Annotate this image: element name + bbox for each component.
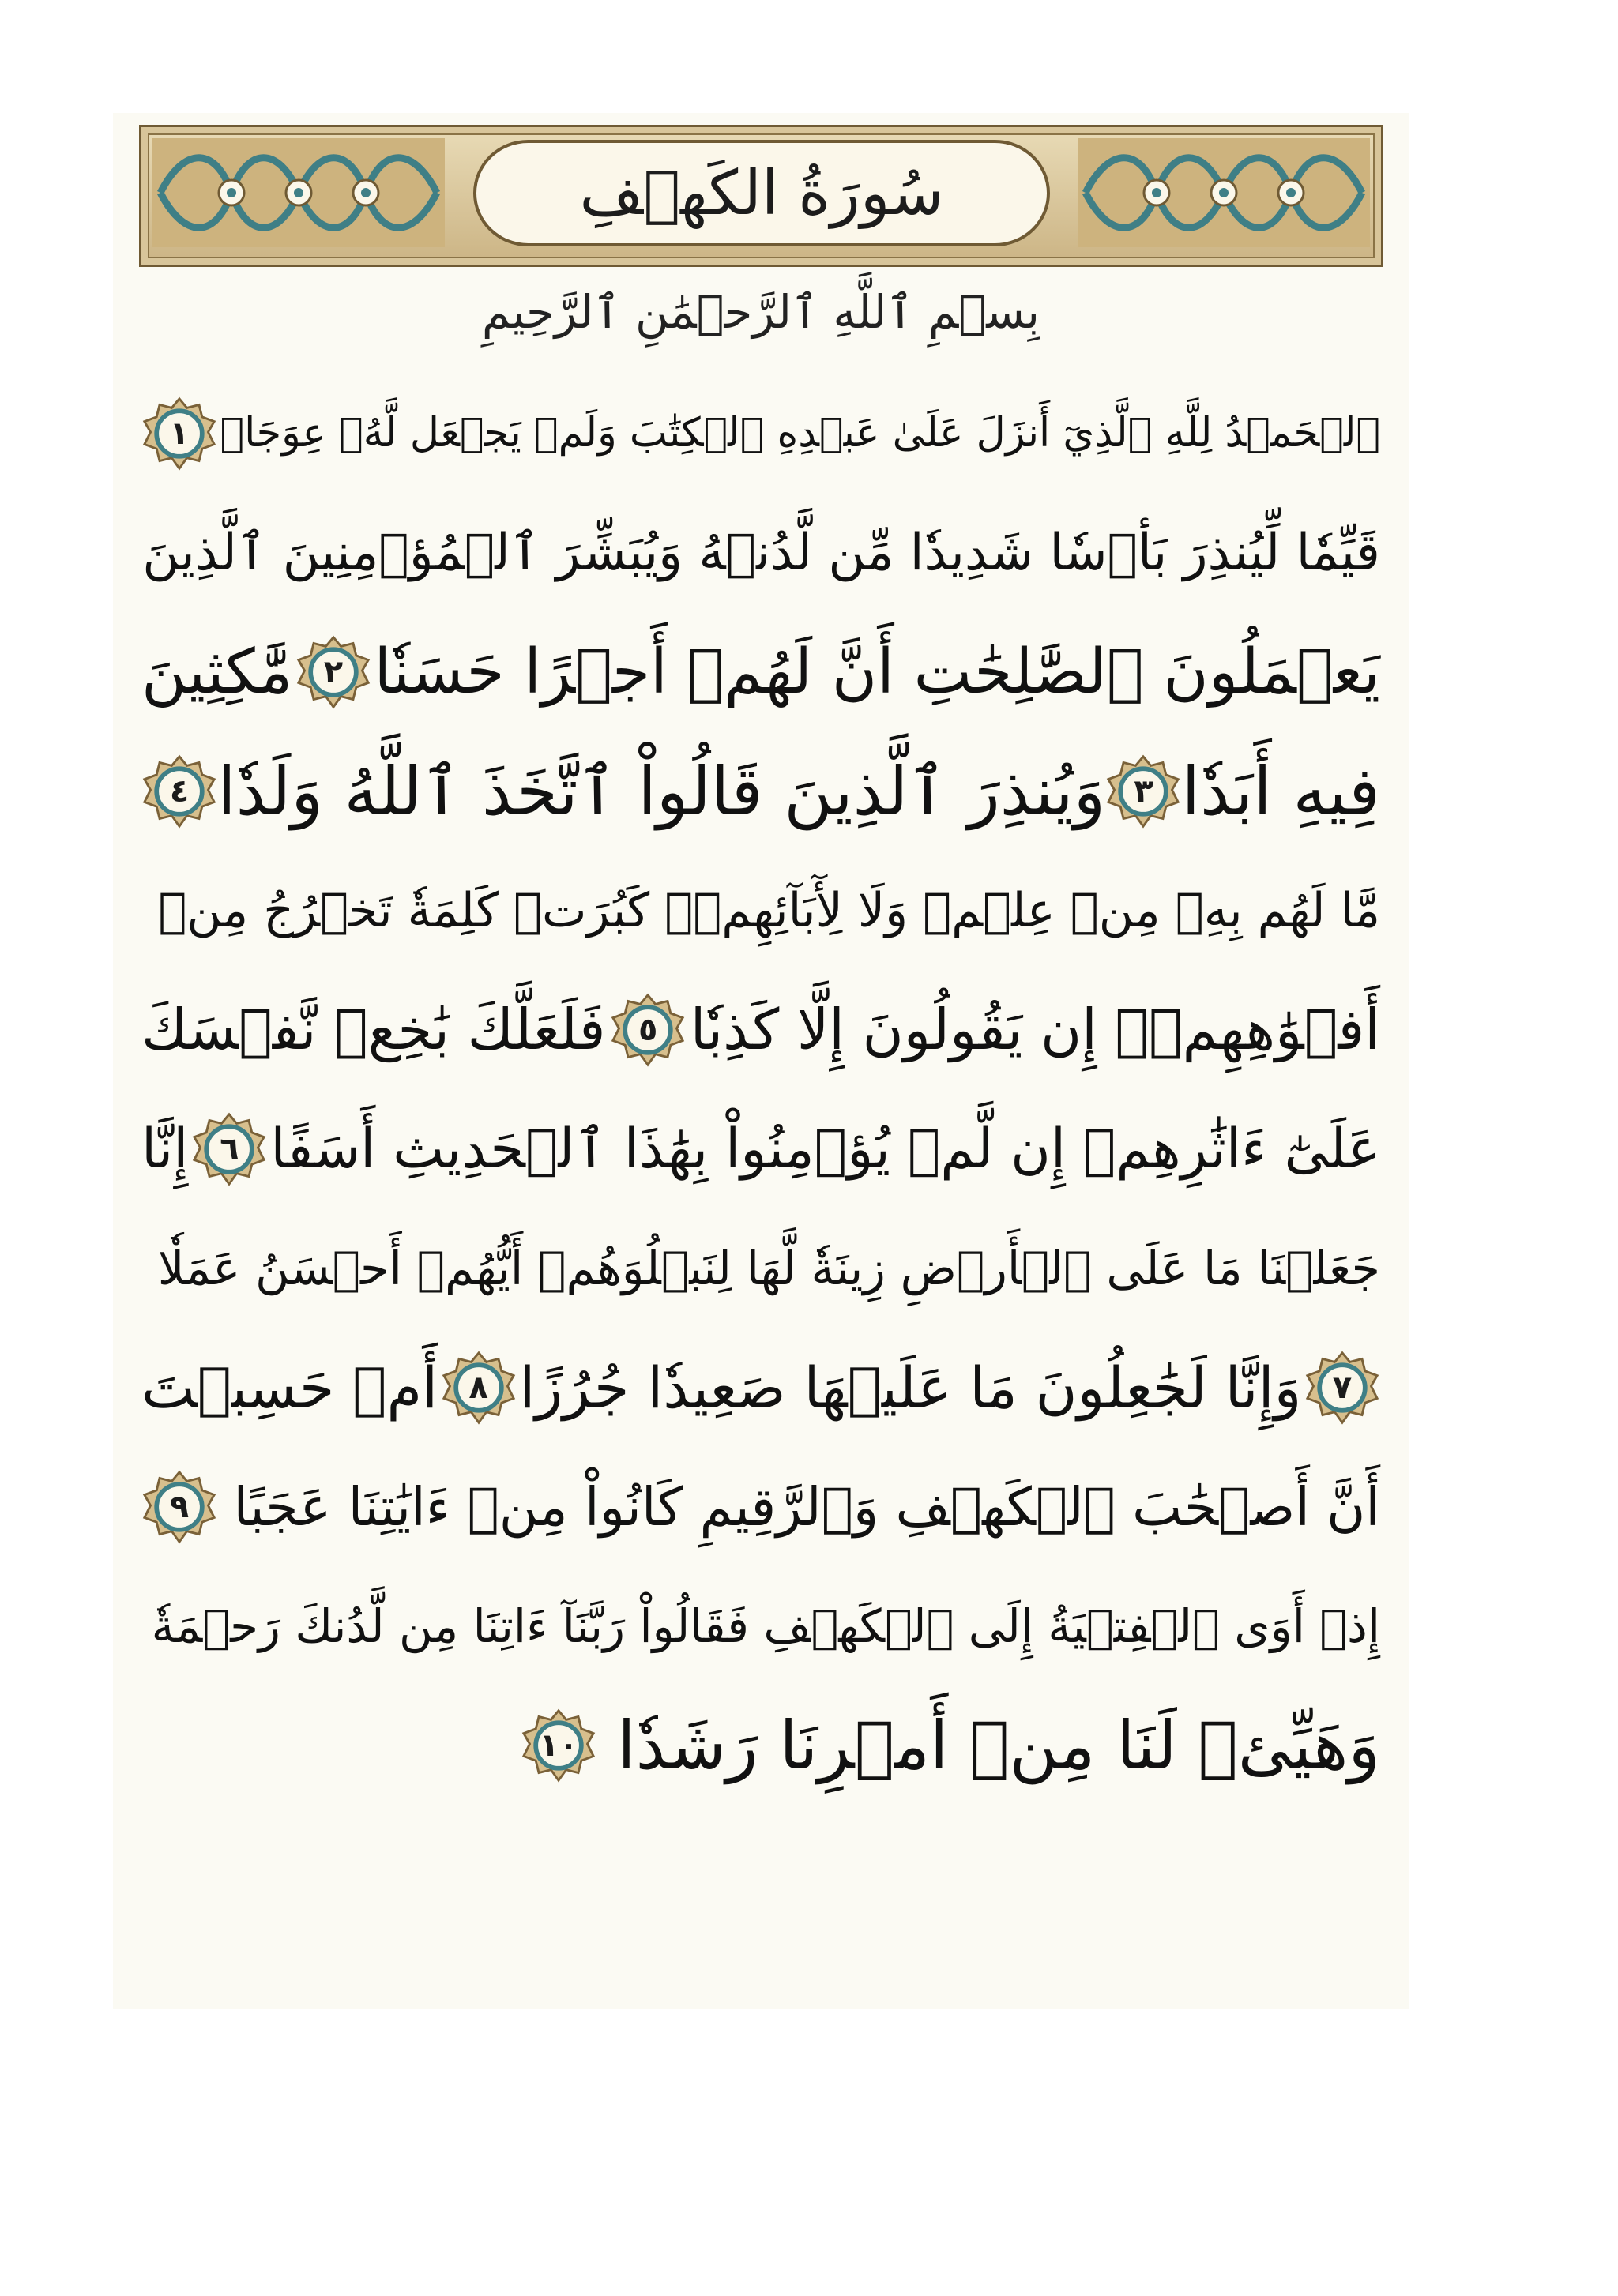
ayah-number-marker — [1105, 753, 1181, 829]
mushaf-page — [113, 113, 1409, 2009]
verse-text: وَهَيِّئۡ لَنَا مِنۡ أَمۡرِنَا رَشَدٗا — [617, 1706, 1380, 1784]
verse-text: أَفۡوَٰهِهِمۡۚ إِن يَقُولُونَ إِلَّا كَذِبٗا — [690, 997, 1380, 1062]
verse-text: مَّٰكِثِينَ — [141, 636, 293, 708]
verse-text: مَّا لَهُم بِهِۦ مِنۡ عِلۡمٖ وَلَا لِأٓبَآئِهِمۡۚ كَبُرَتۡ كَلِمَةٗ تَخۡرُجُ مِنۡ — [158, 882, 1380, 938]
verse-line — [141, 612, 1380, 731]
arabesque-ornament-left — [152, 138, 445, 247]
verse-line — [141, 1328, 1380, 1447]
surah-title-cartouche — [473, 140, 1050, 246]
verse-text: فِيهِ أَبَدٗا — [1181, 752, 1380, 830]
verse-line — [141, 1447, 1380, 1566]
verse-text: قَيِّمٗا لِّيُنذِرَ بَأۡسٗا شَدِيدٗا مِّن لَّدُنۡهُ وَيُبَشِّرَ ٱلۡمُؤۡمِنِينَ ٱلَّذِينَ — [142, 524, 1380, 582]
ayah-number-marker — [521, 1708, 596, 1783]
verse-line — [141, 1566, 1380, 1685]
ayah-number: ١٠ — [539, 1727, 578, 1764]
ayah-number: ٩ — [169, 1488, 190, 1525]
verse-text: أَنَّ أَصۡحَٰبَ ٱلۡكَهۡفِ وَٱلرَّقِيمِ كَانُواْ مِنۡ ءَايَٰتِنَا عَجَبًا — [233, 1475, 1380, 1538]
ayah-number: ٢ — [323, 653, 344, 690]
verse-line — [141, 970, 1380, 1089]
verse-text: وَيُنذِرَ ٱلَّذِينَ قَالُواْ ٱتَّخَذَ ٱللَّهُ وَلَدٗا — [217, 752, 1106, 830]
ayah-number-marker — [610, 992, 686, 1068]
ayah-number: ٧ — [1332, 1369, 1353, 1406]
verse-text: إِنَّا — [141, 1117, 189, 1181]
verse-text: جَعَلۡنَا مَا عَلَى ٱلۡأَرۡضِ زِينَةٗ لَّهَا لِنَبۡلُوَهُمۡ أَيُّهُمۡ أَحۡسَنُ عَمَلٗا — [157, 1241, 1380, 1295]
verse-text: فَلَعَلَّكَ بَٰخِعٞ نَّفۡسَكَ — [141, 997, 606, 1062]
surah-header-frame — [139, 125, 1383, 267]
verse-text: يَعۡمَلُونَ ٱلصَّٰلِحَٰتِ أَنَّ لَهُمۡ أَجۡرًا حَسَنٗا — [374, 636, 1380, 708]
verse-text: ٱلۡحَمۡدُ لِلَّهِ ٱلَّذِيٓ أَنزَلَ عَلَىٰ عَبۡدِهِ ٱلۡكِتَٰبَ وَلَمۡ يَجۡعَل لَّهُۥ عِوَجَاۜ — [220, 410, 1380, 457]
verse-text: عَلَىٰٓ ءَاثَٰرِهِمۡ إِن لَّمۡ يُؤۡمِنُواْ بِهَٰذَا ٱلۡحَدِيثِ أَسَفًا — [270, 1117, 1380, 1181]
ayah-number-marker — [1304, 1350, 1380, 1426]
verse-lines — [141, 374, 1380, 1805]
verse-line — [141, 374, 1380, 493]
ayah-number: ١ — [169, 415, 190, 452]
ayah-number-marker — [295, 634, 371, 710]
ayah-number: ٨ — [468, 1369, 488, 1406]
ayah-number-marker — [141, 753, 217, 829]
verse-text: إِذۡ أَوَى ٱلۡفِتۡيَةُ إِلَى ٱلۡكَهۡفِ فَقَالُواْ رَبَّنَآ ءَاتِنَا مِن لَّدُنكَ رَحۡمَةٗ — [151, 1599, 1380, 1653]
surah-title: سُورَةُ الكَهۡفِ — [579, 157, 944, 229]
arabesque-ornament-right — [1078, 138, 1370, 247]
ayah-number-marker — [191, 1111, 267, 1187]
basmala: بِسۡمِ ٱللَّهِ ٱلرَّحۡمَٰنِ ٱلرَّحِيمِ — [481, 285, 1040, 339]
verse-line — [141, 731, 1380, 851]
ayah-number: ٣ — [1134, 772, 1153, 810]
verse-text: أَمۡ حَسِبۡتَ — [141, 1354, 438, 1421]
ayah-number-marker — [141, 1469, 217, 1545]
verse-line — [141, 493, 1380, 612]
verse-line — [141, 1089, 1380, 1208]
ayah-number: ٤ — [169, 772, 190, 810]
verse-line — [141, 1208, 1380, 1328]
ayah-number-marker — [441, 1350, 517, 1426]
verse-line — [141, 851, 1380, 970]
verse-text: وَإِنَّا لَجَٰعِلُونَ مَا عَلَيۡهَا صَعِيدٗا جُرُزًا — [519, 1354, 1302, 1421]
ayah-number: ٦ — [220, 1130, 239, 1167]
ayah-number-marker — [141, 396, 217, 472]
ayah-number: ٥ — [638, 1011, 658, 1048]
verse-line — [141, 1685, 1380, 1805]
